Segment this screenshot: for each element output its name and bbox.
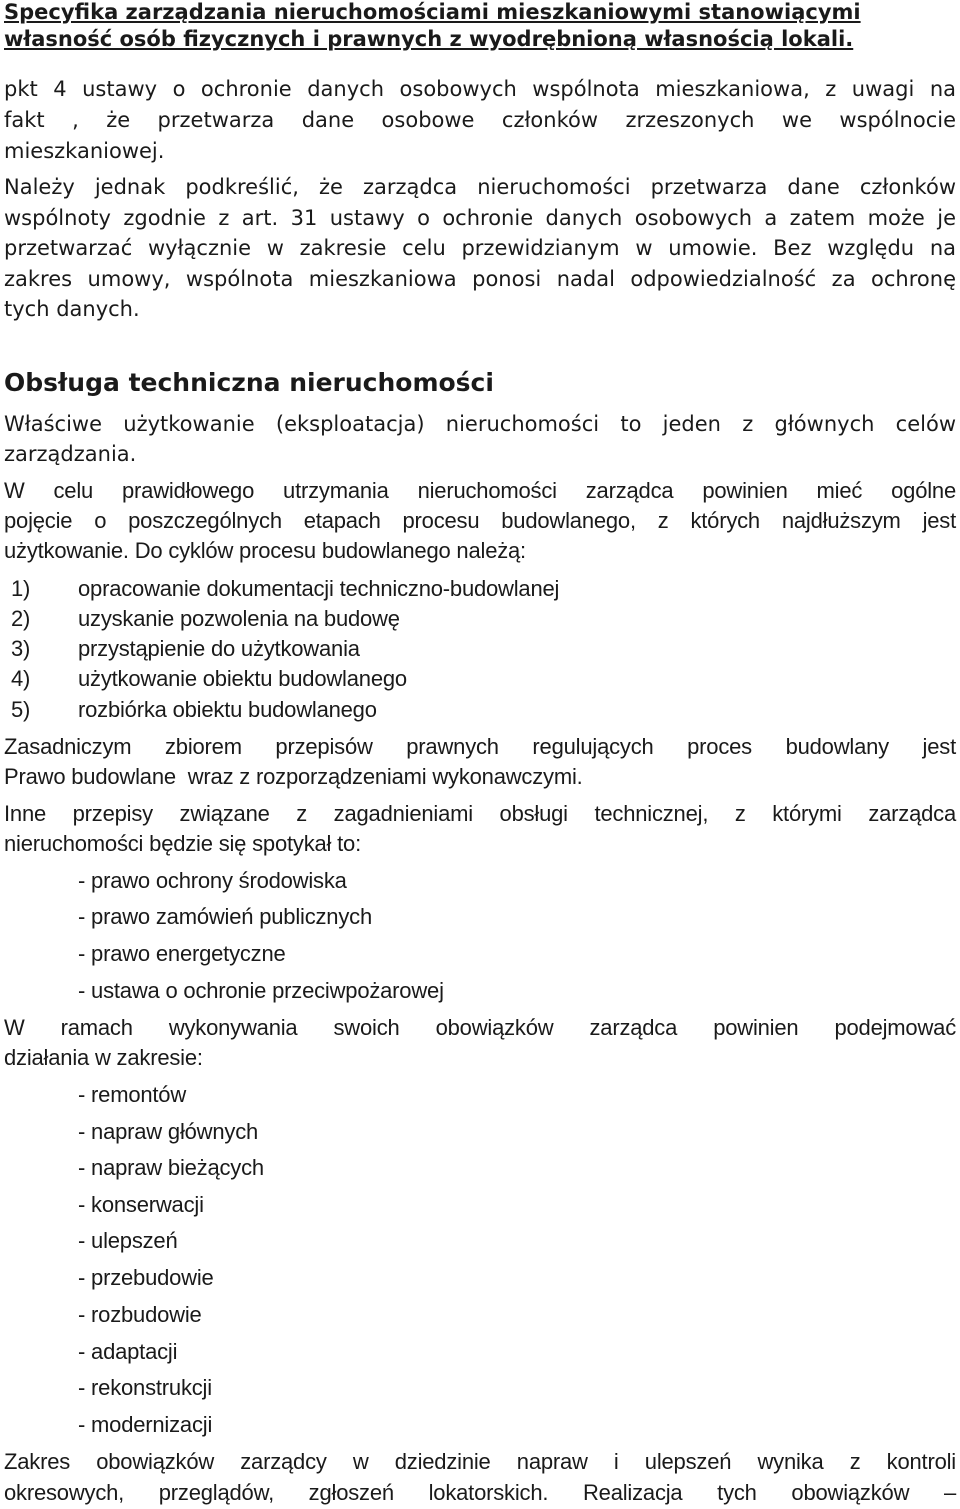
action-list-item: - rozbudowie xyxy=(78,1302,202,1327)
law-list-item: - prawo energetyczne xyxy=(78,941,286,966)
stage-item: opracowanie dokumentacji techniczno-budowlanej xyxy=(78,576,560,601)
section-p1-line-2: zarządzania. xyxy=(4,442,137,466)
section-heading: Obsługa techniczna nieruchomości xyxy=(4,368,494,397)
section-p4-line-1: Inne przepisy związane z zagadnieniami obsługi technicznej, z którymi zarządca xyxy=(4,801,956,826)
section-p6-line-1: Zakres obowiązków zarządcy w dziedzinie napraw i ulepszeń wynika z kontroli xyxy=(4,1449,956,1474)
stage-item: użytkowanie obiektu budowlanego xyxy=(78,666,407,691)
action-list-item: - napraw bieżących xyxy=(78,1155,264,1180)
section-p6-line-2: okresowych, przeglądów, zgłoszeń lokatorskich. Realizacja tych obowiązków – xyxy=(4,1480,956,1505)
action-list-item: - napraw głównych xyxy=(78,1119,259,1144)
intro-p2-line-4: zakres umowy, wspólnota mieszkaniowa ponosi nadal odpowiedzialność za ochronę xyxy=(4,267,956,291)
action-list-item: - modernizacji xyxy=(78,1412,213,1437)
section-p5-line-2: działania w zakresie: xyxy=(4,1045,203,1070)
stage-number: 2) xyxy=(11,606,31,631)
intro-p1-line-1: pkt 4 ustawy o ochronie danych osobowych wspólnota mieszkaniowa, z uwagi na xyxy=(4,77,956,101)
document-title-line-1: Specyfika zarządzania nieruchomościami mieszkaniowymi stanowiącymi xyxy=(4,0,861,24)
section-p2-line-1: W celu prawidłowego utrzymania nieruchomości zarządca powinien mieć ogólne xyxy=(4,478,956,503)
section-p3-line-2: Prawo budowlane wraz z rozporządzeniami wykonawczymi. xyxy=(4,764,583,789)
intro-p1-line-3: mieszkaniowej. xyxy=(4,139,165,163)
law-list-item: - ustawa o ochronie przeciwpożarowej xyxy=(78,978,444,1003)
stage-item: przystąpienie do użytkowania xyxy=(78,636,360,661)
intro-p2-line-1: Należy jednak podkreślić, że zarządca nieruchomości przetwarza dane członków xyxy=(4,175,956,199)
law-list-item: - prawo zamówień publicznych xyxy=(78,904,372,929)
action-list-item: - konserwacji xyxy=(78,1192,204,1217)
section-p2-line-2: pojęcie o poszczególnych etapach procesu budowlanego, z których najdłuższym jest xyxy=(4,508,956,533)
stage-number: 3) xyxy=(11,636,31,661)
intro-p2-line-3: przetwarzać wyłącznie w zakresie celu przewidzianym w umowie. Bez względu na xyxy=(4,236,956,260)
section-p1-line-1: Właściwe użytkowanie (eksploatacja) nieruchomości to jeden z głównych celów xyxy=(4,412,956,436)
intro-p2-line-2: wspólnoty zgodnie z art. 31 ustawy o ochronie danych osobowych a zatem może je xyxy=(4,206,956,230)
stage-number: 4) xyxy=(11,666,31,691)
action-list-item: - ulepszeń xyxy=(78,1228,178,1253)
section-p5-line-1: W ramach wykonywania swoich obowiązków zarządca powinien podejmować xyxy=(4,1015,956,1040)
section-p3-line-1: Zasadniczym zbiorem przepisów prawnych regulujących proces budowlany jest xyxy=(4,734,956,759)
intro-p2-line-5: tych danych. xyxy=(4,297,140,321)
action-list-item: - adaptacji xyxy=(78,1339,178,1364)
action-list-item: - remontów xyxy=(78,1082,187,1107)
stage-number: 5) xyxy=(11,697,31,722)
stage-number: 1) xyxy=(11,576,31,601)
stage-item: rozbiórka obiektu budowlanego xyxy=(78,697,377,722)
law-list-item: - prawo ochrony środowiska xyxy=(78,868,347,893)
intro-p1-line-2: fakt , że przetwarza dane osobowe członków zrzeszonych we wspólnocie xyxy=(4,108,956,132)
stage-item: uzyskanie pozwolenia na budowę xyxy=(78,606,400,631)
section-p4-line-2: nieruchomości będzie się spotykał to: xyxy=(4,831,362,856)
action-list-item: - rekonstrukcji xyxy=(78,1375,212,1400)
section-p2-line-3: użytkowanie. Do cyklów procesu budowlanego należą: xyxy=(4,538,526,563)
document-title-line-2: własność osób fizycznych i prawnych z wyodrębnioną własnością lokali. xyxy=(4,27,854,51)
action-list-item: - przebudowie xyxy=(78,1265,214,1290)
